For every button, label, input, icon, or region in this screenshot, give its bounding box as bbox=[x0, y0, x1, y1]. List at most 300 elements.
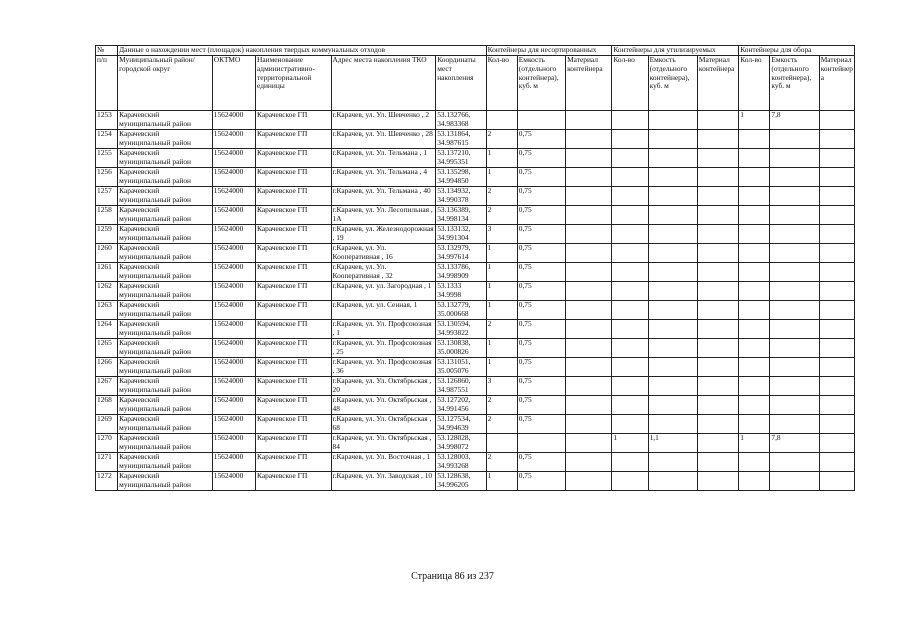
oktmo-cell: 15624000 bbox=[212, 453, 255, 472]
header-group-collect: Контейнеры для обора bbox=[739, 46, 855, 56]
recycle-material-cell bbox=[697, 377, 738, 396]
unsorted-count-cell: 2 bbox=[486, 130, 517, 149]
header-pp: п/п bbox=[96, 56, 118, 111]
collect-count-cell bbox=[739, 453, 770, 472]
collect-count-cell bbox=[739, 415, 770, 434]
unsorted-capacity-cell: 0,75 bbox=[517, 472, 565, 491]
unsorted-capacity-cell: 0,75 bbox=[517, 282, 565, 301]
row-number: 1257 bbox=[96, 187, 118, 206]
recycle-material-cell bbox=[697, 149, 738, 168]
row-number: 1266 bbox=[96, 358, 118, 377]
row-number: 1265 bbox=[96, 339, 118, 358]
coords-cell: 53.131864, 34.987615 bbox=[436, 130, 486, 149]
recycle-capacity-cell bbox=[648, 168, 697, 187]
collect-count-cell bbox=[739, 149, 770, 168]
address-cell: г.Карачев, ул. Ул. Профсоюзная , 36 bbox=[331, 358, 436, 377]
collect-material-cell bbox=[819, 225, 854, 244]
oktmo-cell: 15624000 bbox=[212, 472, 255, 491]
unsorted-material-cell bbox=[566, 301, 612, 320]
row-number: 1262 bbox=[96, 282, 118, 301]
collect-capacity-cell bbox=[770, 301, 819, 320]
collect-capacity-cell bbox=[770, 168, 819, 187]
unsorted-count-cell: 3 bbox=[486, 377, 517, 396]
table-row bbox=[96, 301, 855, 320]
unsorted-capacity-cell: 0,75 bbox=[517, 415, 565, 434]
address-cell: г.Карачев, ул. Ул. Тельмана , 4 bbox=[331, 168, 436, 187]
collect-count-cell bbox=[739, 396, 770, 415]
collect-material-cell bbox=[819, 415, 854, 434]
table-header bbox=[96, 46, 855, 111]
admin-unit-cell: Карачевское ГП bbox=[256, 358, 331, 377]
recycle-capacity-cell bbox=[648, 282, 697, 301]
recycle-capacity-cell bbox=[648, 339, 697, 358]
admin-unit-cell: Карачевское ГП bbox=[256, 282, 331, 301]
table-row bbox=[96, 339, 855, 358]
unsorted-material-cell bbox=[566, 377, 612, 396]
table-row bbox=[96, 415, 855, 434]
recycle-capacity-cell bbox=[648, 263, 697, 282]
recycle-capacity-cell bbox=[648, 187, 697, 206]
recycle-count-cell bbox=[612, 358, 648, 377]
unsorted-capacity-cell: 0,75 bbox=[517, 396, 565, 415]
unsorted-count-cell: 3 bbox=[486, 225, 517, 244]
row-number: 1270 bbox=[96, 434, 118, 453]
coords-cell: 53.134932, 34.990378 bbox=[436, 187, 486, 206]
collect-count-cell bbox=[739, 263, 770, 282]
unsorted-capacity-cell bbox=[517, 434, 565, 453]
page-number: Страница 86 из 237 bbox=[411, 571, 494, 582]
coords-cell: 53.127202, 34.991456 bbox=[436, 396, 486, 415]
recycle-capacity-cell bbox=[648, 396, 697, 415]
oktmo-cell: 15624000 bbox=[212, 149, 255, 168]
unsorted-capacity-cell bbox=[517, 111, 565, 130]
row-number: 1254 bbox=[96, 130, 118, 149]
recycle-count-cell bbox=[612, 377, 648, 396]
header-collect-count: Кол-во bbox=[739, 56, 770, 111]
recycle-material-cell bbox=[697, 339, 738, 358]
address-cell: г.Карачев, ул. Ул. Заводская , 10 bbox=[331, 472, 436, 491]
collect-capacity-cell bbox=[770, 149, 819, 168]
collect-count-cell bbox=[739, 358, 770, 377]
oktmo-cell: 15624000 bbox=[212, 320, 255, 339]
municipality-cell: Карачевский муниципальный район bbox=[118, 301, 213, 320]
header-group-unsorted: Контейнеры для несортированных bbox=[486, 46, 612, 56]
collect-material-cell bbox=[819, 282, 854, 301]
collect-material-cell bbox=[819, 206, 854, 225]
municipality-cell: Карачевский муниципальный район bbox=[118, 453, 213, 472]
collect-material-cell bbox=[819, 472, 854, 491]
unsorted-count-cell: 2 bbox=[486, 187, 517, 206]
recycle-material-cell bbox=[697, 453, 738, 472]
address-cell: г.Карачев, ул. ул. Загородная , 1 bbox=[331, 282, 436, 301]
collect-capacity-cell bbox=[770, 187, 819, 206]
address-cell: г.Карачев, ул. Ул. Октябрьская , 20 bbox=[331, 377, 436, 396]
unsorted-material-cell bbox=[566, 244, 612, 263]
unsorted-capacity-cell: 0,75 bbox=[517, 320, 565, 339]
recycle-material-cell bbox=[697, 263, 738, 282]
collect-material-cell bbox=[819, 111, 854, 130]
collect-capacity-cell bbox=[770, 282, 819, 301]
oktmo-cell: 15624000 bbox=[212, 168, 255, 187]
header-address: Адрес места накопления ТКО bbox=[331, 56, 436, 111]
admin-unit-cell: Карачевское ГП bbox=[256, 206, 331, 225]
unsorted-count-cell: 1 bbox=[486, 168, 517, 187]
header-collect-capacity: Емкость (отдельного контейнера), куб. м bbox=[770, 56, 819, 111]
recycle-material-cell bbox=[697, 434, 738, 453]
collect-material-cell bbox=[819, 453, 854, 472]
unsorted-material-cell bbox=[566, 225, 612, 244]
unsorted-material-cell bbox=[566, 415, 612, 434]
admin-unit-cell: Карачевское ГП bbox=[256, 225, 331, 244]
collect-material-cell bbox=[819, 358, 854, 377]
unsorted-capacity-cell: 0,75 bbox=[517, 187, 565, 206]
unsorted-count-cell: 1 bbox=[486, 339, 517, 358]
unsorted-capacity-cell: 0,75 bbox=[517, 206, 565, 225]
table-row bbox=[96, 149, 855, 168]
unsorted-count-cell: 1 bbox=[486, 301, 517, 320]
recycle-material-cell bbox=[697, 301, 738, 320]
collect-material-cell bbox=[819, 301, 854, 320]
admin-unit-cell: Карачевское ГП bbox=[256, 320, 331, 339]
unsorted-capacity-cell: 0,75 bbox=[517, 225, 565, 244]
unsorted-count-cell: 1 bbox=[486, 149, 517, 168]
collect-capacity-cell: 7,8 bbox=[770, 111, 819, 130]
recycle-count-cell: 1 bbox=[612, 434, 648, 453]
recycle-count-cell bbox=[612, 149, 648, 168]
oktmo-cell: 15624000 bbox=[212, 415, 255, 434]
collect-capacity-cell bbox=[770, 244, 819, 263]
collect-capacity-cell bbox=[770, 358, 819, 377]
table-body bbox=[96, 111, 855, 491]
address-cell: г.Карачев, ул. Ул. Профсоюзная , 1 bbox=[331, 320, 436, 339]
recycle-material-cell bbox=[697, 415, 738, 434]
unsorted-count-cell: 2 bbox=[486, 320, 517, 339]
recycle-count-cell bbox=[612, 396, 648, 415]
table-row bbox=[96, 453, 855, 472]
address-cell: г.Карачев, ул. ул. Сенная, 1 bbox=[331, 301, 436, 320]
collect-count-cell bbox=[739, 301, 770, 320]
table-row bbox=[96, 472, 855, 491]
row-number: 1267 bbox=[96, 377, 118, 396]
recycle-capacity-cell bbox=[648, 149, 697, 168]
unsorted-material-cell bbox=[566, 263, 612, 282]
municipality-cell: Карачевский муниципальный район bbox=[118, 130, 213, 149]
unsorted-capacity-cell: 0,75 bbox=[517, 377, 565, 396]
header-recycle-capacity: Емкость (отдельного контейнера), куб. м bbox=[648, 56, 697, 111]
unsorted-material-cell bbox=[566, 320, 612, 339]
header-collect-material: Материал контейнера bbox=[819, 56, 854, 111]
collect-capacity-cell bbox=[770, 130, 819, 149]
municipality-cell: Карачевский муниципальный район bbox=[118, 358, 213, 377]
table-row bbox=[96, 225, 855, 244]
recycle-material-cell bbox=[697, 225, 738, 244]
recycle-capacity-cell bbox=[648, 301, 697, 320]
collect-capacity-cell bbox=[770, 263, 819, 282]
header-coords: Координаты мест накопления bbox=[436, 56, 486, 111]
unsorted-count-cell: 1 bbox=[486, 282, 517, 301]
oktmo-cell: 15624000 bbox=[212, 396, 255, 415]
unsorted-capacity-cell: 0,75 bbox=[517, 149, 565, 168]
municipality-cell: Карачевский муниципальный район bbox=[118, 187, 213, 206]
recycle-material-cell bbox=[697, 111, 738, 130]
unsorted-material-cell bbox=[566, 453, 612, 472]
recycle-count-cell bbox=[612, 244, 648, 263]
collect-capacity-cell bbox=[770, 225, 819, 244]
collect-capacity-cell bbox=[770, 415, 819, 434]
collect-capacity-cell bbox=[770, 396, 819, 415]
table-row bbox=[96, 130, 855, 149]
collect-count-cell bbox=[739, 187, 770, 206]
row-number: 1271 bbox=[96, 453, 118, 472]
recycle-count-cell bbox=[612, 320, 648, 339]
table-row bbox=[96, 187, 855, 206]
unsorted-capacity-cell: 0,75 bbox=[517, 168, 565, 187]
unsorted-capacity-cell: 0,75 bbox=[517, 358, 565, 377]
collect-material-cell bbox=[819, 377, 854, 396]
row-number: 1264 bbox=[96, 320, 118, 339]
coords-cell: 53.131051, 35.005076 bbox=[436, 358, 486, 377]
coords-cell: 53.130594, 34.993822 bbox=[436, 320, 486, 339]
address-cell: г.Карачев, ул. Ул. Кооперативная , 16 bbox=[331, 244, 436, 263]
collect-count-cell: 1 bbox=[739, 111, 770, 130]
coords-cell: 53.128638, 34.996205 bbox=[436, 472, 486, 491]
unsorted-capacity-cell: 0,75 bbox=[517, 339, 565, 358]
unsorted-material-cell bbox=[566, 339, 612, 358]
address-cell: г.Карачев, ул. Ул. Октябрьская , 48 bbox=[331, 396, 436, 415]
oktmo-cell: 15624000 bbox=[212, 225, 255, 244]
header-oktmo: ОКТМО bbox=[212, 56, 255, 111]
unsorted-count-cell bbox=[486, 111, 517, 130]
table-row bbox=[96, 320, 855, 339]
coords-cell: 53.135298, 34.994850 bbox=[436, 168, 486, 187]
collect-count-cell bbox=[739, 472, 770, 491]
table-row bbox=[96, 244, 855, 263]
coords-cell: 53.128028, 34.998072 bbox=[436, 434, 486, 453]
unsorted-count-cell: 1 bbox=[486, 263, 517, 282]
recycle-capacity-cell bbox=[648, 415, 697, 434]
admin-unit-cell: Карачевское ГП bbox=[256, 396, 331, 415]
collect-capacity-cell bbox=[770, 377, 819, 396]
waste-sites-table bbox=[95, 45, 855, 491]
recycle-capacity-cell bbox=[648, 206, 697, 225]
recycle-count-cell bbox=[612, 472, 648, 491]
recycle-count-cell bbox=[612, 339, 648, 358]
header-admin-unit: Наименование административно-территориальной единицы bbox=[256, 56, 331, 111]
unsorted-capacity-cell: 0,75 bbox=[517, 301, 565, 320]
collect-count-cell bbox=[739, 320, 770, 339]
collect-capacity-cell bbox=[770, 472, 819, 491]
unsorted-material-cell bbox=[566, 472, 612, 491]
coords-cell: 53.136389, 34.998134 bbox=[436, 206, 486, 225]
recycle-count-cell bbox=[612, 263, 648, 282]
row-number: 1268 bbox=[96, 396, 118, 415]
table-row bbox=[96, 377, 855, 396]
oktmo-cell: 15624000 bbox=[212, 130, 255, 149]
recycle-count-cell bbox=[612, 206, 648, 225]
unsorted-material-cell bbox=[566, 149, 612, 168]
unsorted-count-cell: 2 bbox=[486, 453, 517, 472]
recycle-material-cell bbox=[697, 320, 738, 339]
recycle-count-cell bbox=[612, 415, 648, 434]
municipality-cell: Карачевский муниципальный район bbox=[118, 149, 213, 168]
recycle-material-cell bbox=[697, 472, 738, 491]
collect-count-cell: 1 bbox=[739, 434, 770, 453]
oktmo-cell: 15624000 bbox=[212, 282, 255, 301]
municipality-cell: Карачевский муниципальный район bbox=[118, 282, 213, 301]
recycle-capacity-cell bbox=[648, 130, 697, 149]
recycle-count-cell bbox=[612, 130, 648, 149]
recycle-capacity-cell bbox=[648, 453, 697, 472]
unsorted-material-cell bbox=[566, 206, 612, 225]
document-sheet bbox=[95, 45, 855, 491]
unsorted-material-cell bbox=[566, 396, 612, 415]
unsorted-capacity-cell: 0,75 bbox=[517, 263, 565, 282]
header-recycle-count: Кол-во bbox=[612, 56, 648, 111]
row-number: 1261 bbox=[96, 263, 118, 282]
unsorted-count-cell: 1 bbox=[486, 358, 517, 377]
municipality-cell: Карачевский муниципальный район bbox=[118, 415, 213, 434]
row-number: 1255 bbox=[96, 149, 118, 168]
address-cell: г.Карачев, ул. Ул. Лесопильная , 1А bbox=[331, 206, 436, 225]
unsorted-count-cell: 2 bbox=[486, 206, 517, 225]
unsorted-material-cell bbox=[566, 111, 612, 130]
coords-cell: 53.133132, 34.991304 bbox=[436, 225, 486, 244]
municipality-cell: Карачевский муниципальный район bbox=[118, 263, 213, 282]
unsorted-material-cell bbox=[566, 187, 612, 206]
collect-capacity-cell bbox=[770, 453, 819, 472]
oktmo-cell: 15624000 bbox=[212, 301, 255, 320]
recycle-capacity-cell bbox=[648, 358, 697, 377]
municipality-cell: Карачевский муниципальный район bbox=[118, 225, 213, 244]
coords-cell: 53.132779, 35.000668 bbox=[436, 301, 486, 320]
recycle-count-cell bbox=[612, 225, 648, 244]
unsorted-count-cell: 2 bbox=[486, 415, 517, 434]
header-unsorted-capacity: Емкость (отдельного контейнера), куб. м bbox=[517, 56, 565, 111]
unsorted-material-cell bbox=[566, 434, 612, 453]
coords-cell: 53.128003, 34.993268 bbox=[436, 453, 486, 472]
municipality-cell: Карачевский муниципальный район bbox=[118, 320, 213, 339]
recycle-material-cell bbox=[697, 244, 738, 263]
unsorted-material-cell bbox=[566, 130, 612, 149]
municipality-cell: Карачевский муниципальный район bbox=[118, 206, 213, 225]
address-cell: г.Карачев, ул. Ул. Восточная , 1 bbox=[331, 453, 436, 472]
admin-unit-cell: Карачевское ГП bbox=[256, 434, 331, 453]
coords-cell: 53.126860, 34.987551 bbox=[436, 377, 486, 396]
row-number: 1253 bbox=[96, 111, 118, 130]
admin-unit-cell: Карачевское ГП bbox=[256, 187, 331, 206]
recycle-count-cell bbox=[612, 453, 648, 472]
collect-capacity-cell bbox=[770, 320, 819, 339]
header-unsorted-material: Материал контейнера bbox=[566, 56, 612, 111]
admin-unit-cell: Карачевское ГП bbox=[256, 415, 331, 434]
admin-unit-cell: Карачевское ГП bbox=[256, 149, 331, 168]
oktmo-cell: 15624000 bbox=[212, 111, 255, 130]
collect-count-cell bbox=[739, 339, 770, 358]
row-number: 1260 bbox=[96, 244, 118, 263]
municipality-cell: Карачевский муниципальный район bbox=[118, 244, 213, 263]
row-number: 1259 bbox=[96, 225, 118, 244]
header-unsorted-count: Кол-во bbox=[486, 56, 517, 111]
recycle-capacity-cell bbox=[648, 472, 697, 491]
municipality-cell: Карачевский муниципальный район bbox=[118, 396, 213, 415]
oktmo-cell: 15624000 bbox=[212, 206, 255, 225]
row-number: 1263 bbox=[96, 301, 118, 320]
table-row bbox=[96, 282, 855, 301]
collect-material-cell bbox=[819, 339, 854, 358]
recycle-capacity-cell bbox=[648, 244, 697, 263]
unsorted-count-cell: 1 bbox=[486, 472, 517, 491]
table-row bbox=[96, 396, 855, 415]
collect-material-cell bbox=[819, 187, 854, 206]
table-row bbox=[96, 434, 855, 453]
address-cell: г.Карачев, ул. Ул. Шевченко , 28 bbox=[331, 130, 436, 149]
row-number: 1272 bbox=[96, 472, 118, 491]
admin-unit-cell: Карачевское ГП bbox=[256, 111, 331, 130]
collect-material-cell bbox=[819, 434, 854, 453]
admin-unit-cell: Карачевское ГП bbox=[256, 472, 331, 491]
municipality-cell: Карачевский муниципальный район bbox=[118, 339, 213, 358]
unsorted-count-cell: 2 bbox=[486, 396, 517, 415]
recycle-count-cell bbox=[612, 187, 648, 206]
recycle-capacity-cell bbox=[648, 225, 697, 244]
recycle-material-cell bbox=[697, 396, 738, 415]
row-number: 1258 bbox=[96, 206, 118, 225]
collect-material-cell bbox=[819, 396, 854, 415]
collect-capacity-cell bbox=[770, 339, 819, 358]
collect-material-cell bbox=[819, 168, 854, 187]
unsorted-material-cell bbox=[566, 358, 612, 377]
unsorted-count-cell: 1 bbox=[486, 244, 517, 263]
recycle-material-cell bbox=[697, 130, 738, 149]
oktmo-cell: 15624000 bbox=[212, 244, 255, 263]
collect-count-cell bbox=[739, 244, 770, 263]
address-cell: г.Карачев, ул. Ул. Тельмана , 1 bbox=[331, 149, 436, 168]
recycle-material-cell bbox=[697, 282, 738, 301]
coords-cell: 53.130838, 35.000826 bbox=[436, 339, 486, 358]
admin-unit-cell: Карачевское ГП bbox=[256, 377, 331, 396]
table-row bbox=[96, 111, 855, 130]
municipality-cell: Карачевский муниципальный район bbox=[118, 168, 213, 187]
oktmo-cell: 15624000 bbox=[212, 263, 255, 282]
collect-count-cell bbox=[739, 130, 770, 149]
recycle-capacity-cell: 1,1 bbox=[648, 434, 697, 453]
municipality-cell: Карачевский муниципальный район bbox=[118, 377, 213, 396]
oktmo-cell: 15624000 bbox=[212, 187, 255, 206]
address-cell: г.Карачев, ул. Ул. Октябрьская , 68 bbox=[331, 415, 436, 434]
address-cell: г.Карачев, ул. Ул. Кооперативная , 32 bbox=[331, 263, 436, 282]
collect-count-cell bbox=[739, 206, 770, 225]
table-row bbox=[96, 206, 855, 225]
admin-unit-cell: Карачевское ГП bbox=[256, 453, 331, 472]
coords-cell: 53.127534, 34.994639 bbox=[436, 415, 486, 434]
unsorted-capacity-cell: 0,75 bbox=[517, 244, 565, 263]
admin-unit-cell: Карачевское ГП bbox=[256, 244, 331, 263]
recycle-capacity-cell bbox=[648, 377, 697, 396]
collect-material-cell bbox=[819, 320, 854, 339]
unsorted-capacity-cell: 0,75 bbox=[517, 130, 565, 149]
collect-material-cell bbox=[819, 149, 854, 168]
collect-count-cell bbox=[739, 377, 770, 396]
recycle-material-cell bbox=[697, 187, 738, 206]
recycle-material-cell bbox=[697, 168, 738, 187]
collect-material-cell bbox=[819, 130, 854, 149]
collect-count-cell bbox=[739, 282, 770, 301]
row-number: 1269 bbox=[96, 415, 118, 434]
collect-material-cell bbox=[819, 263, 854, 282]
address-cell: г.Карачев, ул. Ул. Октябрьская , 84 bbox=[331, 434, 436, 453]
address-cell: г.Карачев, ул. Ул. Тельмана , 40 bbox=[331, 187, 436, 206]
municipality-cell: Карачевский муниципальный район bbox=[118, 472, 213, 491]
